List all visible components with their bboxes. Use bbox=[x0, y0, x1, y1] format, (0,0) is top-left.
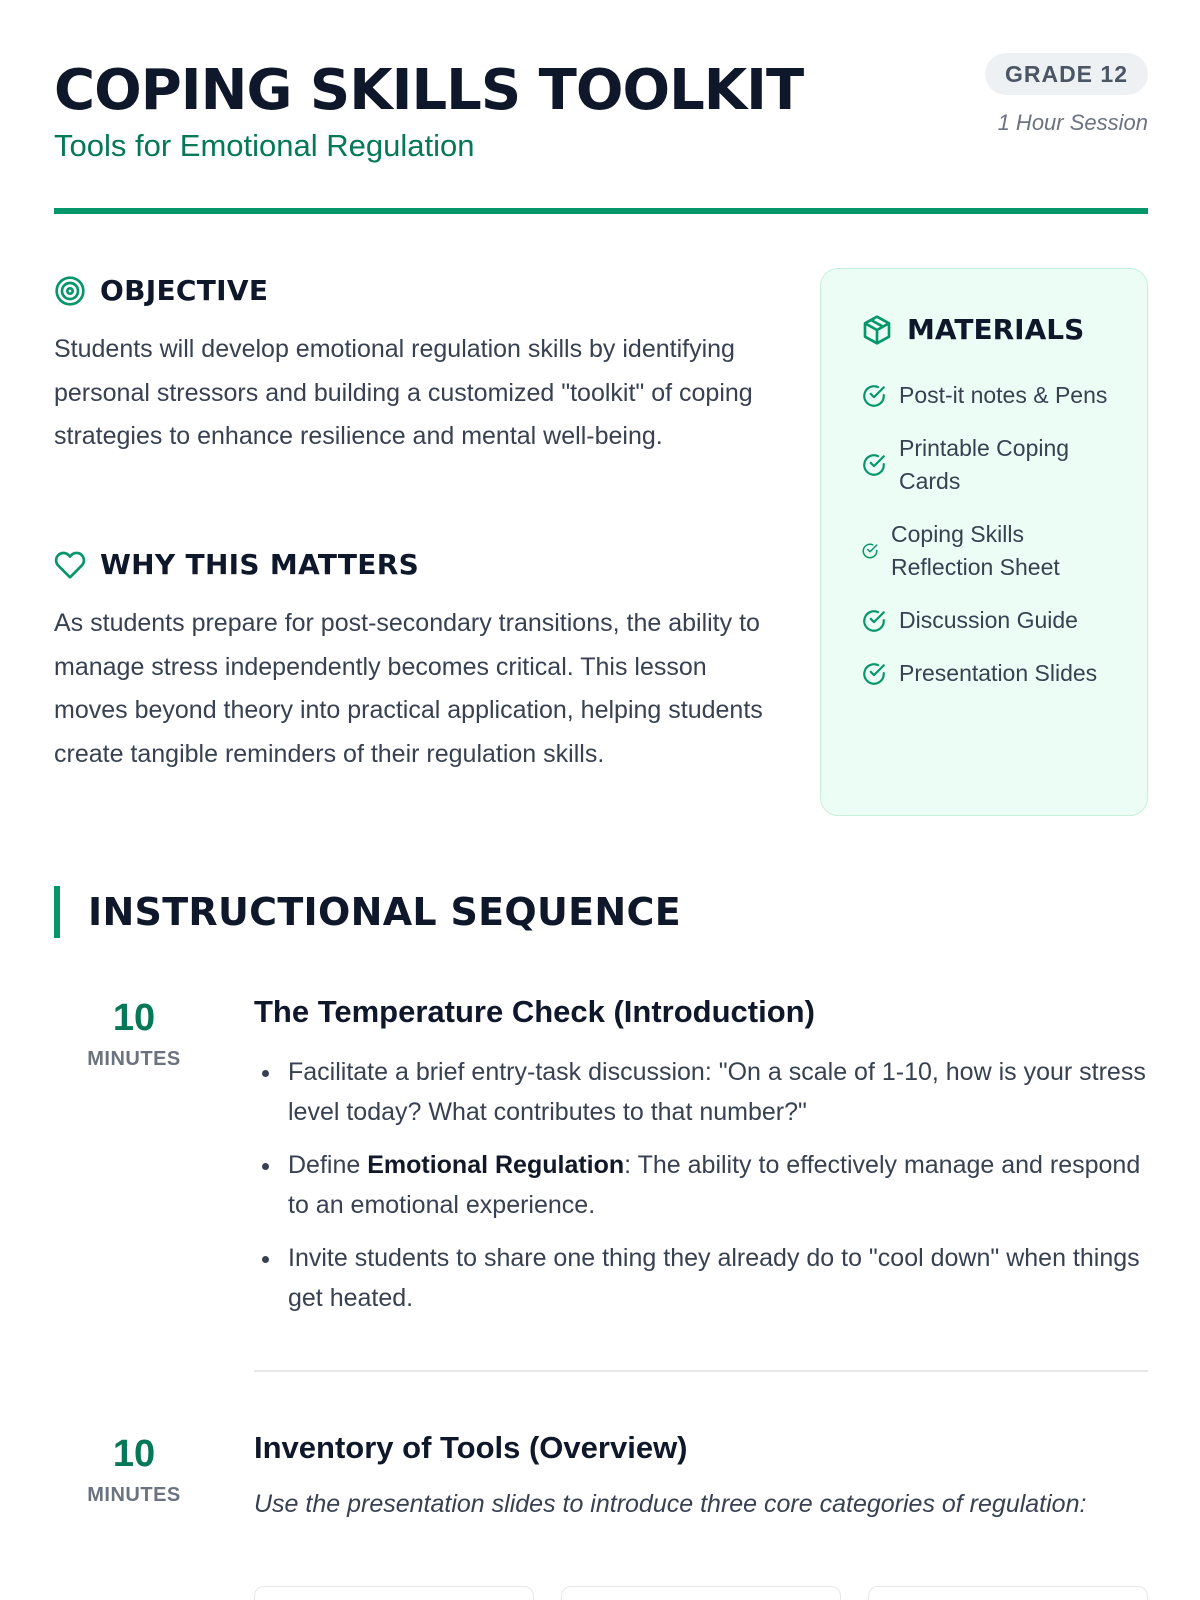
page-title: COPING SKILLS TOOLKIT bbox=[54, 58, 804, 123]
category-card bbox=[868, 1586, 1148, 1600]
page-header bbox=[54, 50, 1148, 212]
why-text: As students prepare for post-secondary transitions, the ability to manage stress independently becomes critical. This lesson moves beyond theory into practical application, helping students create tangible reminders of their regulation skills. bbox=[54, 609, 763, 768]
step-minutes-unit: MINUTES bbox=[87, 1484, 181, 1506]
term-emotional-regulation: Emotional Regulation bbox=[367, 1151, 625, 1179]
page-subtitle: Tools for Emotional Regulation bbox=[54, 128, 475, 163]
step-minutes: 10 bbox=[112, 997, 156, 1039]
header-divider bbox=[54, 208, 1148, 214]
why-heading-text: WHY THIS MATTERS bbox=[100, 548, 420, 581]
check-circle-icon bbox=[861, 608, 887, 634]
step-bullet: Define Emotional Regulation: The ability to effectively manage and respond to an emotional experience. bbox=[254, 1145, 1148, 1225]
step-minutes: 10 bbox=[112, 1433, 156, 1475]
sequence-accent-bar bbox=[54, 886, 60, 938]
objective-heading-text: OBJECTIVE bbox=[100, 274, 269, 307]
materials-list bbox=[861, 379, 1121, 710]
materials-heading bbox=[861, 313, 1084, 346]
materials-card bbox=[820, 268, 1148, 816]
material-label: Coping Skills Reflection Sheet bbox=[891, 521, 1060, 580]
materials-heading-text: MATERIALS bbox=[907, 313, 1085, 346]
category-card bbox=[254, 1586, 534, 1600]
why-heading bbox=[54, 548, 419, 581]
check-circle-icon bbox=[861, 661, 887, 687]
heart-icon bbox=[54, 549, 86, 581]
check-circle-icon bbox=[861, 383, 887, 409]
grade-badge: GRADE 12 bbox=[985, 53, 1148, 95]
package-icon bbox=[861, 314, 893, 346]
material-item bbox=[861, 518, 1121, 584]
material-item bbox=[861, 432, 1121, 498]
material-label: Presentation Slides bbox=[899, 660, 1098, 686]
step-duration bbox=[74, 996, 194, 1071]
step-divider bbox=[254, 1370, 1148, 1372]
target-icon bbox=[54, 275, 86, 307]
check-circle-icon bbox=[861, 452, 887, 478]
material-item bbox=[861, 604, 1121, 637]
material-item bbox=[861, 657, 1121, 690]
step-bullet: Facilitate a brief entry-task discussion: "On a scale of 1-10, how is your stress level today? What contributes to that number?" bbox=[254, 1052, 1148, 1132]
objective-text: Students will develop emotional regulation skills by identifying personal stressors and building a customized "toolkit" of coping strategies to enhance resilience and mental well-being. bbox=[54, 335, 753, 450]
step-duration bbox=[74, 1432, 194, 1507]
material-item bbox=[861, 379, 1121, 412]
session-length: 1 Hour Session bbox=[997, 110, 1148, 135]
material-label: Post-it notes & Pens bbox=[899, 382, 1108, 408]
category-card bbox=[561, 1586, 841, 1600]
step-intro: Use the presentation slides to introduce three core categories of regulation: bbox=[254, 1490, 1087, 1518]
sequence-heading bbox=[54, 886, 681, 938]
objective-heading bbox=[54, 274, 268, 307]
material-label: Printable Coping Cards bbox=[899, 435, 1070, 494]
step-bullet: Invite students to share one thing they already do to "cool down" when things get heated. bbox=[254, 1238, 1148, 1318]
step-title: Inventory of Tools (Overview) bbox=[254, 1430, 688, 1465]
material-label: Discussion Guide bbox=[899, 607, 1078, 633]
sequence-heading-text: INSTRUCTIONAL SEQUENCE bbox=[88, 890, 681, 934]
check-circle-icon bbox=[861, 542, 879, 560]
step-title: The Temperature Check (Introduction) bbox=[254, 994, 815, 1029]
step-bullets bbox=[254, 1052, 1148, 1331]
step-minutes-unit: MINUTES bbox=[87, 1048, 181, 1070]
